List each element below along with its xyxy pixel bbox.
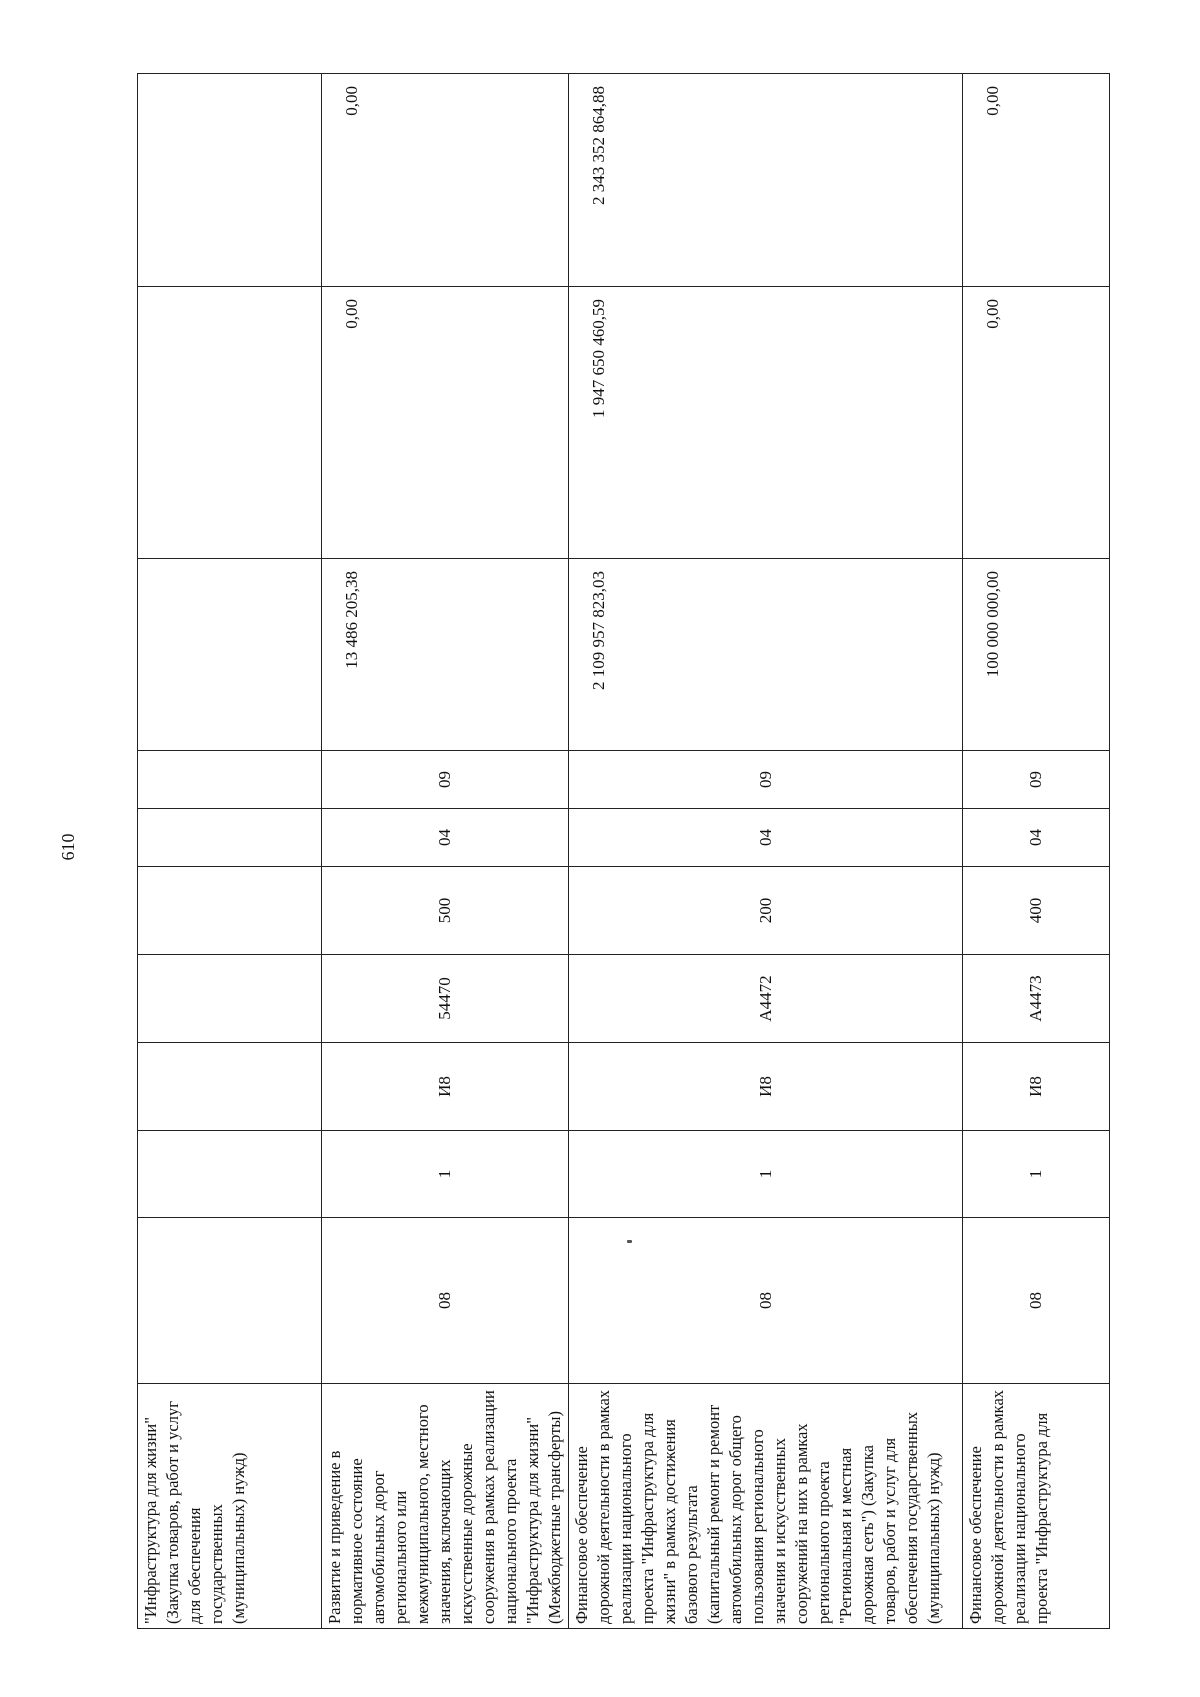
row-description: Финансовое обеспечение дорожной деятельности в рамках реализации национального проекта "Инфраструктура для жизни" в рамках достижения базового результата (капитальный ремонт и ремонт автомобильных дорог общего пользования регионального значения и искусственных сооружений на них в рамках регионального проекта "Региональная и местная дорожная сеть") (Закупка товаров, работ и услуг для обеспечения государственных (муниципальных) нужд): [569, 1384, 963, 1629]
section-code: 04: [569, 809, 963, 867]
scan-speck: [627, 1240, 632, 1243]
amount-year-1: [138, 559, 322, 751]
amount-year-3: 2 343 352 864,88: [569, 74, 963, 287]
section-code: 04: [322, 809, 569, 867]
subsection-code: 09: [322, 751, 569, 809]
amount-year-2: 1 947 650 460,59: [569, 287, 963, 559]
direction-code: А4472: [569, 955, 963, 1043]
page-number: 610: [58, 833, 78, 861]
expense-type-code: 200: [569, 867, 963, 955]
row-description: "Инфраструктура для жизни" (Закупка товаров, работ и услуг для обеспечения государственных (муниципальных) нужд): [138, 1384, 322, 1629]
amount-year-1: 100 000 000,00: [963, 559, 1110, 751]
direction-code: А4473: [963, 955, 1110, 1043]
subsection-code: [138, 751, 322, 809]
program-code: 08: [322, 1218, 569, 1384]
subsection-code: 09: [963, 751, 1110, 809]
table-row: [322, 74, 569, 1629]
section-code: 04: [963, 809, 1110, 867]
amount-year-3: [138, 74, 322, 287]
table-row: [138, 74, 322, 1629]
budget-table: [137, 73, 1110, 1629]
subprogram-code: 1: [322, 1131, 569, 1218]
subsection-code: 09: [569, 751, 963, 809]
direction-code: 54470: [322, 955, 569, 1043]
project-code: [138, 1043, 322, 1131]
subprogram-code: 1: [569, 1131, 963, 1218]
amount-year-2: 0,00: [963, 287, 1110, 559]
amount-year-1: 13 486 205,38: [322, 559, 569, 751]
subprogram-code: [138, 1131, 322, 1218]
amount-year-2: [138, 287, 322, 559]
subprogram-code: 1: [963, 1131, 1110, 1218]
table-row: [963, 74, 1110, 1629]
expense-type-code: 500: [322, 867, 569, 955]
row-description: Финансовое обеспечение дорожной деятельности в рамках реализации национального проекта "Инфраструктура для: [963, 1384, 1110, 1629]
section-code: [138, 809, 322, 867]
direction-code: [138, 955, 322, 1043]
program-code: [138, 1218, 322, 1384]
program-code: 08: [963, 1218, 1110, 1384]
program-code: 08: [569, 1218, 963, 1384]
table-body: [138, 74, 1110, 1629]
amount-year-3: 0,00: [963, 74, 1110, 287]
project-code: И8: [322, 1043, 569, 1131]
amount-year-3: 0,00: [322, 74, 569, 287]
amount-year-2: 0,00: [322, 287, 569, 559]
table-row: [569, 74, 963, 1629]
expense-type-code: [138, 867, 322, 955]
project-code: И8: [569, 1043, 963, 1131]
amount-year-1: 2 109 957 823,03: [569, 559, 963, 751]
project-code: И8: [963, 1043, 1110, 1131]
row-description: Развитие и приведение в нормативное состояние автомобильных дорог регионального или межмуниципального, местного значения, включающих искусственные дорожные сооружения в рамках реализации национального проекта "Инфраструктура для жизни" (Межбюджетные трансферты): [322, 1384, 569, 1629]
expense-type-code: 400: [963, 867, 1110, 955]
